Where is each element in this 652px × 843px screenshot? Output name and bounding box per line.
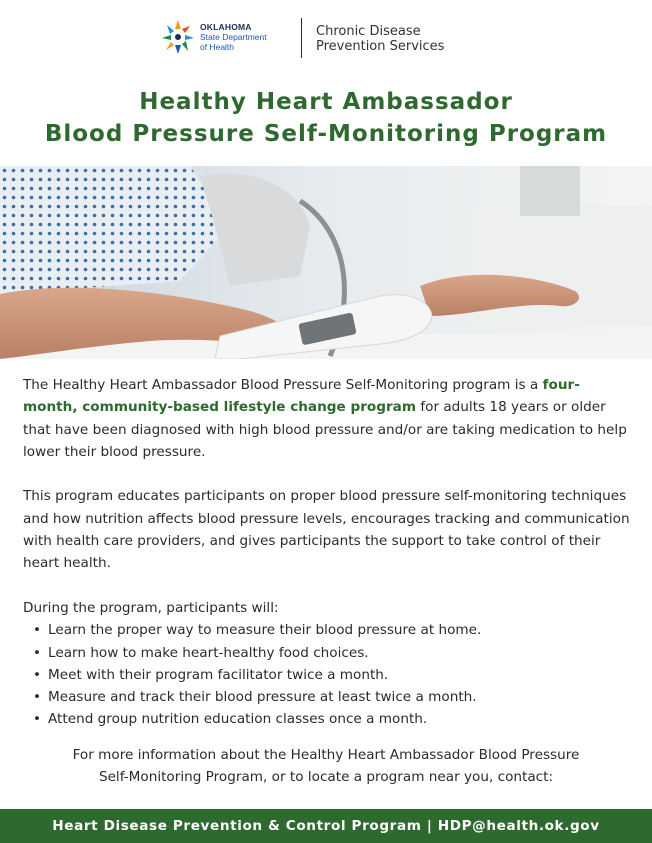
list-item: • Meet with their program facilitator twice a month. bbox=[33, 664, 633, 686]
participant-activities-list bbox=[33, 619, 633, 730]
contact-line-2: Self-Monitoring Program, or to locate a program near you, contact: bbox=[98, 769, 554, 785]
oklahoma-health-logo-icon bbox=[160, 18, 196, 56]
logo-line-2: State Department bbox=[200, 32, 267, 42]
footer-text: Heart Disease Prevention & Control Program | HDP@health.ok.gov bbox=[52, 818, 600, 834]
list-item: • Measure and track their blood pressure at least twice a month. bbox=[33, 686, 633, 708]
program-description-paragraph: This program educates participants on proper blood pressure self-monitoring techniques and how nutrition affects blood pressure levels, encourages tracking and communication with health care providers, and gives participants the support to take control of their heart health. bbox=[23, 488, 630, 572]
contact-line-1: For more information about the Healthy Heart Ambassador Blood Pressure bbox=[72, 747, 580, 763]
header-divider bbox=[301, 18, 302, 58]
main-content bbox=[23, 374, 633, 731]
list-intro: During the program, participants will: bbox=[23, 599, 279, 616]
list-item: • Learn the proper way to measure their blood pressure at home. bbox=[33, 619, 633, 641]
blood-pressure-monitor-photo bbox=[0, 166, 652, 359]
page-title bbox=[0, 86, 652, 150]
department-name bbox=[316, 24, 444, 54]
logo-text bbox=[200, 22, 267, 52]
photo-illustration-icon bbox=[0, 166, 652, 359]
logo-line-1: OKLAHOMA bbox=[200, 22, 252, 32]
logo-line-3: of Health bbox=[200, 42, 235, 52]
intro-paragraph bbox=[23, 374, 633, 463]
intro-highlight: four-month, community-based lifestyle change program bbox=[23, 377, 580, 416]
list-item: • Learn how to make heart-healthy food choices. bbox=[33, 642, 633, 664]
title-line-1: Healthy Heart Ambassador bbox=[139, 89, 513, 115]
intro-part-1: The Healthy Heart Ambassador Blood Pressure Self-Monitoring program is a bbox=[23, 377, 543, 393]
contact-info bbox=[0, 744, 652, 788]
footer-banner bbox=[0, 809, 652, 843]
header bbox=[0, 14, 652, 62]
department-line-2: Prevention Services bbox=[316, 39, 445, 54]
title-line-2: Blood Pressure Self-Monitoring Program bbox=[44, 121, 608, 147]
department-line-1: Chronic Disease bbox=[316, 24, 421, 39]
intro-part-2: for adults 18 years or older that have been diagnosed with high blood pressure and/or are taking medication to help lower their blood pressure. bbox=[23, 399, 627, 460]
list-item: • Attend group nutrition education classes once a month. bbox=[33, 708, 633, 730]
